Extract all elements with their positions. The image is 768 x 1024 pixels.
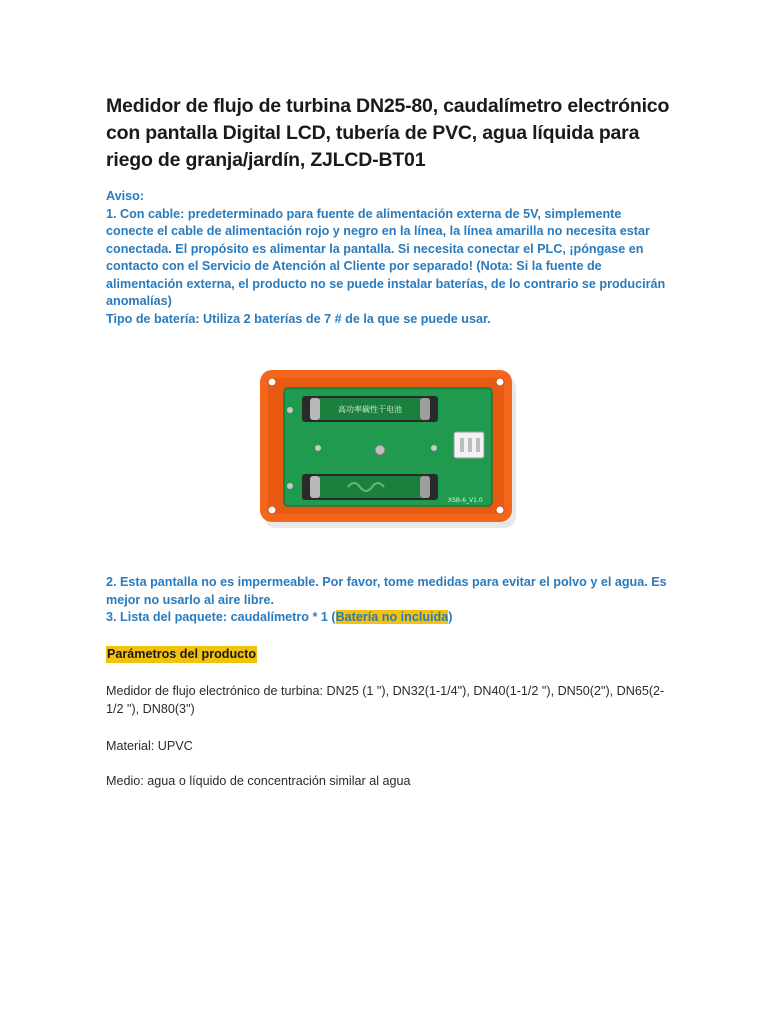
product-image [258, 368, 518, 528]
battery-board-illustration [258, 368, 518, 528]
note-item-2: 2. Esta pantalla no es impermeable. Por favor, tome medidas para evitar el polvo y el agua. Es mejor no usarlo al aire libre. [106, 575, 667, 607]
note-item-3 [106, 609, 671, 627]
params-heading: Parámetros del producto [107, 647, 257, 661]
note-item-3-suffix: ) [448, 610, 453, 624]
notice-heading: Aviso: [106, 189, 145, 203]
product-title: Medidor de flujo de turbina DN25-80, caudalímetro electrónico con pantalla Digital LCD, tubería de PVC, agua líquida para riego de granja/jardín, ZJLCD-BT01 [106, 95, 670, 171]
note-item-3-prefix: 3. Lista del paquete: caudalímetro * 1 ( [106, 610, 336, 624]
board-label: XSB-6_V1.0 [448, 497, 483, 504]
battery-not-included-highlight: Batería no incluida [335, 610, 449, 624]
notice-item-1: 1. Con cable: predeterminado para fuente de alimentación externa de 5V, simplemente conecte el cable de alimentación rojo y negro en la línea, la línea amarilla no necesita estar conectada. El propósito es alimentar la pantalla. Si necesita conectar el PLC, ¡póngase en contacto con el Servicio de Atención al Cliente por separado! (Nota: Si la fuente de alimentación externa, el producto no se puede instalar baterías, de lo contrario se producirán anomalías) [106, 206, 666, 308]
battery-type-text: Tipo de batería: Utiliza 2 baterías de 7 # de la que se puede usar. [106, 311, 491, 326]
param-material: Material: UPVC [106, 739, 193, 753]
param-flow-meter-sizes: Medidor de flujo electrónico de turbina: DN25 (1 "), DN32(1-1/4"), DN40(1-1/2 "), DN50(2"), DN65(2-1/2 "), DN80(3") [106, 684, 665, 716]
notes-section [106, 574, 671, 627]
param-medium: Medio: agua o líquido de concentración similar al agua [106, 774, 411, 788]
battery-text-top: 高功率碳性干电池 [338, 405, 402, 414]
notice-section [106, 188, 671, 328]
